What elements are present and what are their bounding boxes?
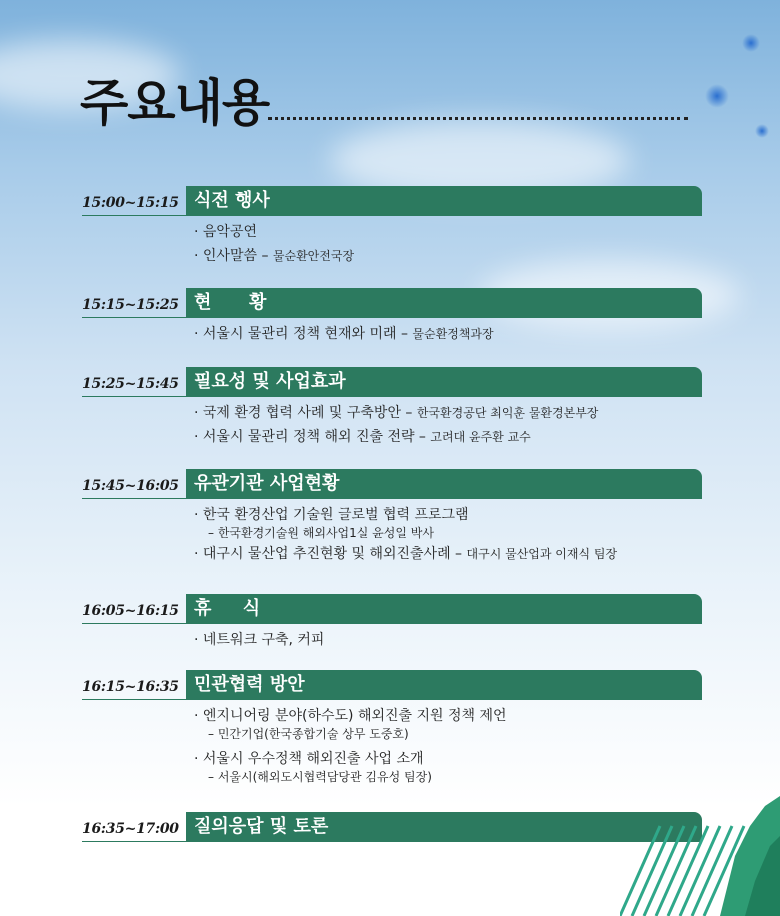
agenda-item	[194, 220, 702, 244]
section-header	[82, 469, 702, 499]
section-items	[194, 401, 702, 449]
agenda-item	[194, 401, 702, 425]
item-speaker: 한국환경공단 최익훈 물환경본부장	[416, 406, 599, 420]
section-time: 15:25~15:45	[82, 376, 179, 392]
section-time: 15:45~16:05	[82, 478, 179, 494]
section-rule	[82, 699, 702, 700]
background-sparkle	[755, 124, 769, 138]
agenda-item	[194, 542, 702, 566]
corner-decoration	[620, 786, 780, 916]
section-items	[194, 704, 702, 786]
background-sparkle	[705, 84, 729, 108]
item-text: · 국제 환경 협력 사례 및 구축방안 –	[194, 405, 417, 421]
item-text: · 음악공연	[194, 224, 257, 240]
item-text: · 한국 환경산업 기술원 글로벌 협력 프로그램	[194, 507, 469, 523]
agenda-section	[82, 367, 702, 449]
agenda-section	[82, 288, 702, 346]
section-title: 식전 행사	[186, 186, 702, 216]
item-text: · 서울시 물관리 정책 현재와 미래 –	[194, 326, 413, 342]
section-title: 휴 식	[186, 594, 702, 624]
item-speaker: – 민간기업(한국종합기술 상무 도중호)	[208, 727, 409, 741]
item-speaker: – 서울시(해외도시협력담당관 김유성 팀장)	[208, 770, 432, 784]
background-sparkle	[742, 34, 760, 52]
section-time: 16:05~16:15	[82, 603, 179, 619]
agenda-item	[194, 628, 702, 652]
item-text: · 엔지니어링 분야(하수도) 해외진출 지원 정책 제언	[194, 708, 507, 724]
section-rule	[82, 623, 702, 624]
section-title: 질의응답 및 토론	[186, 812, 702, 842]
item-text: · 서울시 우수정책 해외진출 사업 소개	[194, 751, 424, 767]
section-items	[194, 503, 702, 566]
title-dotted-leader	[268, 117, 688, 120]
item-text: · 서울시 물관리 정책 해외 진출 전략 –	[194, 429, 431, 445]
section-rule	[82, 841, 702, 842]
item-speaker: – 한국환경기술원 해외사업1실 윤성일 박사	[208, 526, 434, 540]
item-speaker: 물순환안전국장	[272, 249, 355, 263]
item-text: · 네트워크 구축, 커피	[194, 632, 325, 648]
section-title: 유관기관 사업현황	[186, 469, 702, 499]
agenda-section	[82, 594, 702, 652]
agenda-section	[82, 186, 702, 268]
section-title: 필요성 및 사업효과	[186, 367, 702, 397]
item-speaker: 대구시 물산업과 이재식 팀장	[466, 547, 618, 561]
section-header	[82, 594, 702, 624]
section-items	[194, 628, 702, 652]
agenda-item	[194, 425, 702, 449]
agenda-section	[82, 670, 702, 786]
section-time: 15:15~15:25	[82, 297, 179, 313]
item-text: · 대구시 물산업 추진현황 및 해외진출사례 –	[194, 546, 467, 562]
section-title: 민관협력 방안	[186, 670, 702, 700]
section-rule	[82, 396, 702, 397]
section-time: 16:35~17:00	[82, 821, 179, 837]
section-rule	[82, 498, 702, 499]
section-items	[194, 220, 702, 268]
section-header	[82, 812, 702, 842]
item-speaker: 고려대 윤주환 교수	[430, 430, 531, 444]
agenda-item	[194, 322, 702, 346]
section-header	[82, 186, 702, 216]
section-time: 15:00~15:15	[82, 195, 179, 211]
section-header	[82, 288, 702, 318]
agenda-section	[82, 469, 702, 566]
section-header	[82, 670, 702, 700]
item-speaker: 물순환정책과장	[412, 327, 494, 341]
section-rule	[82, 215, 702, 216]
section-rule	[82, 317, 702, 318]
section-items	[194, 322, 702, 346]
agenda-section	[82, 812, 702, 842]
section-title: 현 황	[186, 288, 702, 318]
section-time: 16:15~16:35	[82, 679, 179, 695]
page-title: 주요내용	[80, 74, 270, 132]
section-header	[82, 367, 702, 397]
item-text: · 인사말씀 –	[194, 248, 273, 264]
agenda-item	[194, 244, 702, 268]
